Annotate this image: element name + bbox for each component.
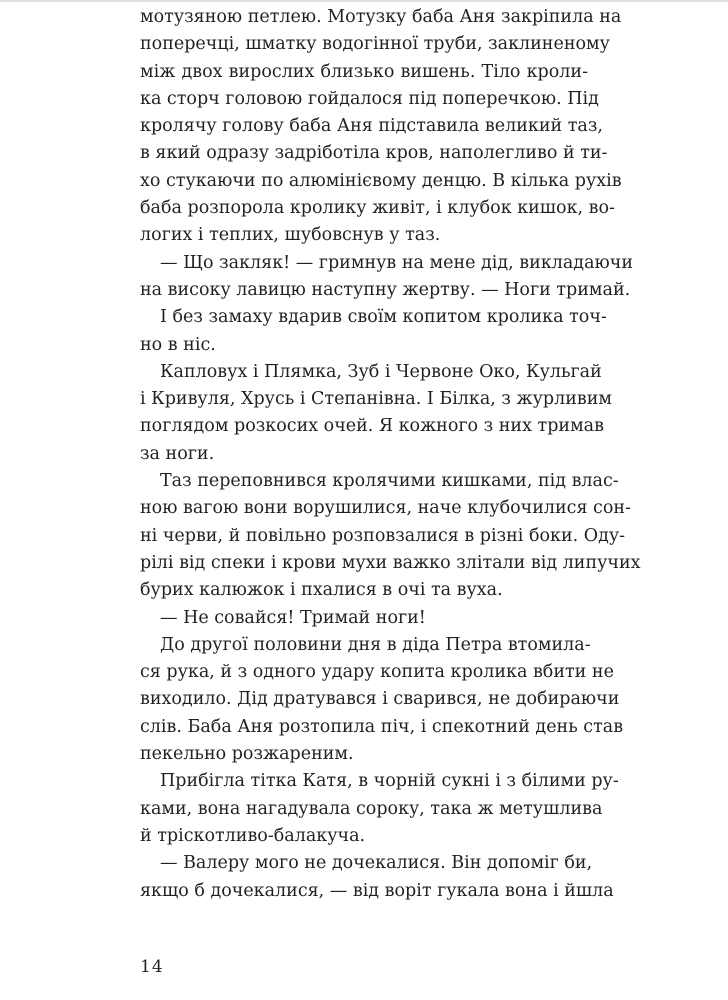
text-line: хо стукаючи по алюмінієвому денцю. В кілька рухів — [140, 170, 622, 191]
text-line: логих і теплих, шубовснув у таз. — [140, 225, 441, 246]
text-line: — Валеру мого не дочекалися. Він допоміг би, — [160, 853, 593, 874]
text-line: кролячу голову баба Аня підставила великий таз, — [140, 116, 603, 137]
text-line: і Кривуля, Хрусь і Степанівна. І Білка, з журливим — [140, 389, 613, 410]
text-line: ками, вона нагадувала сороку, така ж метушлива — [140, 798, 603, 819]
text-line: Капловух і Плямка, Зуб і Червоне Око, Кульгай — [160, 361, 602, 382]
body-text — [140, 4, 641, 905]
text-line: поперечці, шматку водогінної труби, заклиненому — [140, 34, 610, 55]
text-line: ні черви, й повільно розповзалися в різні боки. Оду- — [140, 525, 626, 546]
page-number: 14 — [140, 957, 164, 977]
text-line: Прибігла тітка Катя, в чорній сукні і з білими ру- — [160, 771, 619, 792]
text-line: виходило. Дід дратувався і сварився, не добираючи — [140, 689, 620, 710]
text-line: — Не совайся! Тримай ноги! — [160, 607, 426, 628]
text-line: якщо б дочекалися, — від воріт гукала вона і йшла — [140, 880, 614, 901]
text-line: бурих калюжок і пхалися в очі та вуха. — [140, 580, 503, 601]
text-line: пекельно розжареним. — [140, 744, 354, 765]
text-line: на високу лавицю наступну жертву. — Ноги тримай. — [140, 279, 631, 300]
text-line: До другої половини дня в діда Петра втомила- — [160, 634, 591, 655]
text-line: між двох вирослих близько вишень. Тіло кроли- — [140, 61, 588, 82]
text-line: ся рука, й з одного удару копита кролика вбити не — [140, 662, 614, 683]
text-line: Таз переповнився кролячими кишками, під влас- — [160, 471, 619, 492]
text-line: слів. Баба Аня розтопила піч, і спекотний день став — [140, 716, 624, 737]
text-line: — Що закляк! — гримнув на мене дід, викладаючи — [160, 252, 633, 273]
text-line: баба розпорола кролику живіт, і клубок кишок, во- — [140, 198, 615, 219]
text-line: ка сторч головою гойдалося під поперечкою. Під — [140, 88, 599, 109]
text-line: І без замаху вдарив своїм копитом кролика точ- — [160, 307, 607, 328]
text-line: за ноги. — [140, 443, 215, 464]
text-line: но в ніс. — [140, 334, 216, 355]
text-line: поглядом розкосих очей. Я кожного з них тримав — [140, 416, 604, 437]
text-line: мотузяною петлею. Мотузку баба Аня закріпила на — [140, 7, 622, 27]
top-rule — [0, 0, 728, 2]
text-line: ною вагою вони ворушилися, наче клубочилися сон- — [140, 498, 631, 519]
text-line: й тріскотливо-балакуча. — [140, 825, 366, 846]
text-line: рілі від спеки і крови мухи важко злітали від липучих — [140, 552, 641, 573]
text-line: в який одразу задріботіла кров, наполегливо й ти- — [140, 143, 608, 164]
